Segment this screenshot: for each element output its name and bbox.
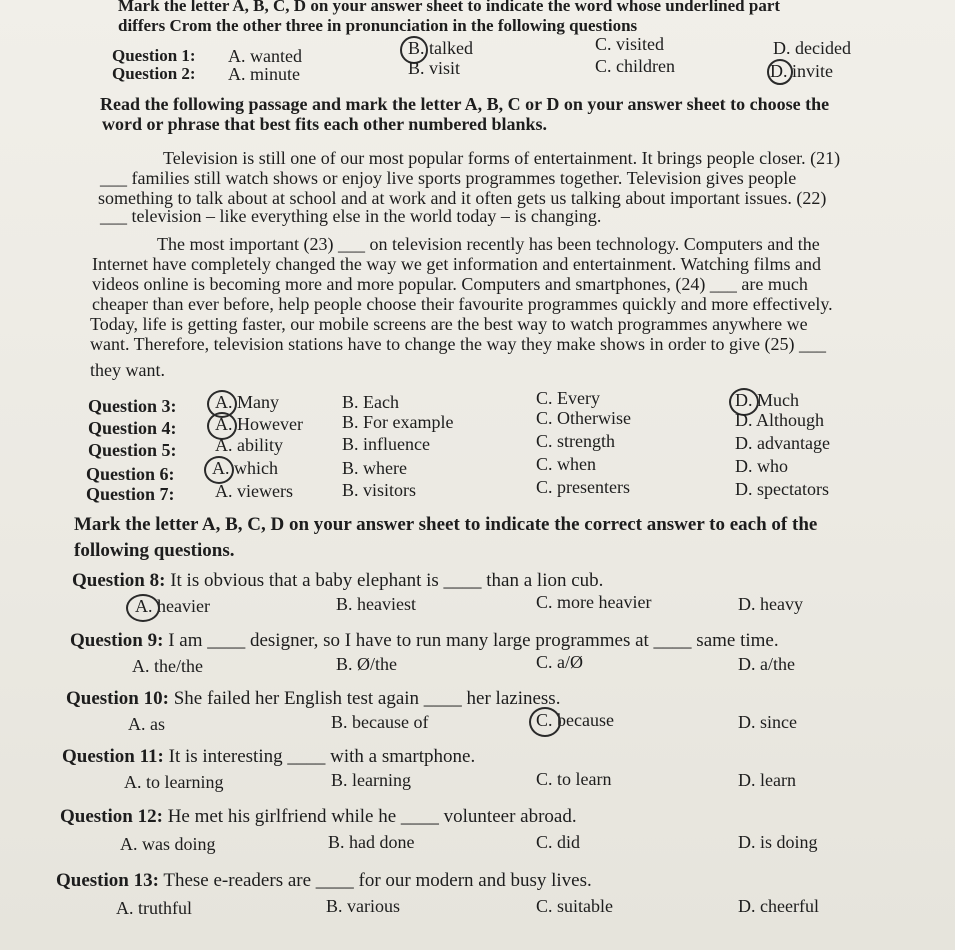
q6-option-b[interactable]: B. where [342,458,407,478]
section2-instruction-line1: Read the following passage and mark the letter A, B, C or D on your answer sheet to choose the [100,94,830,114]
q2-option-b[interactable]: B. visit [408,58,461,78]
q8-stem: It is obvious that a baby elephant is ____ than a lion cub. [170,570,604,591]
q7-option-a[interactable]: A. viewers [215,481,293,501]
q4-option-b[interactable]: B. For example [342,412,454,432]
q11-option-c[interactable]: C. to learn [536,769,612,789]
q13-label: Question 13: [56,870,159,891]
q10-option-b[interactable]: B. because of [331,712,429,732]
q9-label: Question 9: [70,630,164,651]
passage-line: cheaper than ever before, help people choose their favourite programmes quickly and more effectively. [92,294,833,314]
q9-option-a[interactable]: A. the/the [132,656,203,676]
q3-option-b[interactable]: B. Each [342,392,399,412]
q9-option-d[interactable]: D. a/the [738,654,795,674]
q13-option-d[interactable]: D. cheerful [738,896,819,916]
q4-option-c[interactable]: C. Otherwise [536,408,631,428]
q4-option-d[interactable]: D. Although [735,410,825,430]
q2-option-a[interactable]: A. minute [228,64,300,84]
q6-label: Question 6: [86,464,175,484]
q10-stem: She failed her English test again ____ her laziness. [173,688,561,709]
q11-option-b[interactable]: B. learning [331,770,411,790]
passage-line: something to talk about at school and at work and it often gets us talking about important issues. (22) [98,188,827,208]
q10-label: Question 10: [66,688,169,709]
q3-option-a[interactable]: A. Many [215,392,279,412]
q12-option-d[interactable]: D. is doing [738,832,818,852]
q4-label: Question 4: [88,418,177,438]
q6-option-c[interactable]: C. when [536,454,596,474]
passage-line: Television is still one of our most popular forms of entertainment. It brings people closer. (21) [163,148,841,168]
section1-instruction-line2: differs Crom the other three in pronunciation in the following questions [118,16,638,35]
q8-stem-row [72,570,603,592]
q8-option-b[interactable]: B. heaviest [336,594,416,614]
q3-label: Question 3: [88,396,177,416]
q12-option-a[interactable]: A. was doing [120,834,216,854]
q11-option-d[interactable]: D. learn [738,770,796,790]
q12-option-c[interactable]: C. did [536,832,581,852]
q2-label: Question 2: [112,64,196,83]
q7-option-b[interactable]: B. visitors [342,480,417,500]
q8-option-c[interactable]: C. more heavier [536,592,652,612]
q13-stem-row [56,870,592,892]
q13-option-b[interactable]: B. various [326,896,400,916]
passage-line: ___ families still watch shows or enjoy live sports programmes together. Television gives people [100,168,797,188]
q1-label: Question 1: [112,46,196,65]
q3-option-d[interactable]: D. Much [735,390,799,410]
q8-option-d[interactable]: D. heavy [738,594,803,614]
q11-stem-row [62,746,475,768]
q2-option-d[interactable]: D. invite [770,61,833,81]
q9-option-c[interactable]: C. a/Ø [536,652,583,672]
q1-option-c[interactable]: C. visited [595,34,665,54]
q2-option-c[interactable]: C. children [595,56,675,76]
q12-label: Question 12: [60,806,163,827]
q11-label: Question 11: [62,746,164,767]
q8-label: Question 8: [72,570,166,591]
passage-line: videos online is becoming more and more popular. Computers and smartphones, (24) ___ are much [92,274,808,294]
q12-stem-row [60,806,577,828]
q7-option-c[interactable]: C. presenters [536,477,630,497]
passage-line: want. Therefore, television stations have to change the way they make shows in order to give (25) ___ [90,334,826,354]
q13-option-a[interactable]: A. truthful [116,898,192,918]
q5-option-b[interactable]: B. influence [342,434,430,454]
q8-option-a[interactable]: A. heavier [135,596,210,616]
q9-stem: I am ____ designer, so I have to run many large programmes at ____ same time. [168,630,779,651]
q3-option-c[interactable]: C. Every [536,388,600,408]
q5-option-d[interactable]: D. advantage [735,433,830,453]
q10-option-c[interactable]: C. because [536,710,614,730]
q6-option-d[interactable]: D. who [735,456,788,476]
q1-option-b[interactable]: B. talked [408,38,473,58]
q7-option-d[interactable]: D. spectators [735,479,829,499]
q5-label: Question 5: [88,440,177,460]
q1-option-d[interactable]: D. decided [773,38,851,58]
q13-stem: These e-readers are ____ for our modern and busy lives. [163,870,592,891]
q11-stem: It is interesting ____ with a smartphone. [168,746,476,767]
q9-option-b[interactable]: B. Ø/the [336,654,397,674]
passage-line: The most important (23) ___ on television recently has been technology. Computers and the [157,234,820,254]
section3-instruction-line2: following questions. [74,540,235,561]
q4-option-a[interactable]: A. However [215,414,303,434]
passage-line: Today, life is getting faster, our mobile screens are the best way to watch programmes anywhere we [90,314,808,334]
q13-option-c[interactable]: C. suitable [536,896,613,916]
passage-line: they want. [90,360,165,380]
q5-option-c[interactable]: C. strength [536,431,615,451]
q10-option-a[interactable]: A. as [128,714,165,734]
q12-option-b[interactable]: B. had done [328,832,415,852]
passage-line: ___ television – like everything else in the world today – is changing. [100,206,602,226]
q6-option-a[interactable]: A. which [212,458,278,478]
q10-option-d[interactable]: D. since [738,712,797,732]
q1-option-a[interactable]: A. wanted [228,46,302,66]
q5-option-a[interactable]: A. ability [215,435,283,455]
section3-instruction-line1: Mark the letter A, B, C, D on your answer sheet to indicate the correct answer to each of the [74,514,818,535]
section2-instruction-line2: word or phrase that best fits each other numbered blanks. [102,114,548,134]
q9-stem-row [70,630,779,652]
section1-instruction-line1: Mark the letter A, B, C, D on your answer sheet to indicate the word whose underlined part [118,0,781,15]
q7-label: Question 7: [86,484,175,504]
q12-stem: He met his girlfriend while he ____ volunteer abroad. [167,806,577,827]
q10-stem-row [66,688,560,710]
passage-line: Internet have completely changed the way we get information and entertainment. Watching films and [92,254,821,274]
q11-option-a[interactable]: A. to learning [124,772,224,792]
